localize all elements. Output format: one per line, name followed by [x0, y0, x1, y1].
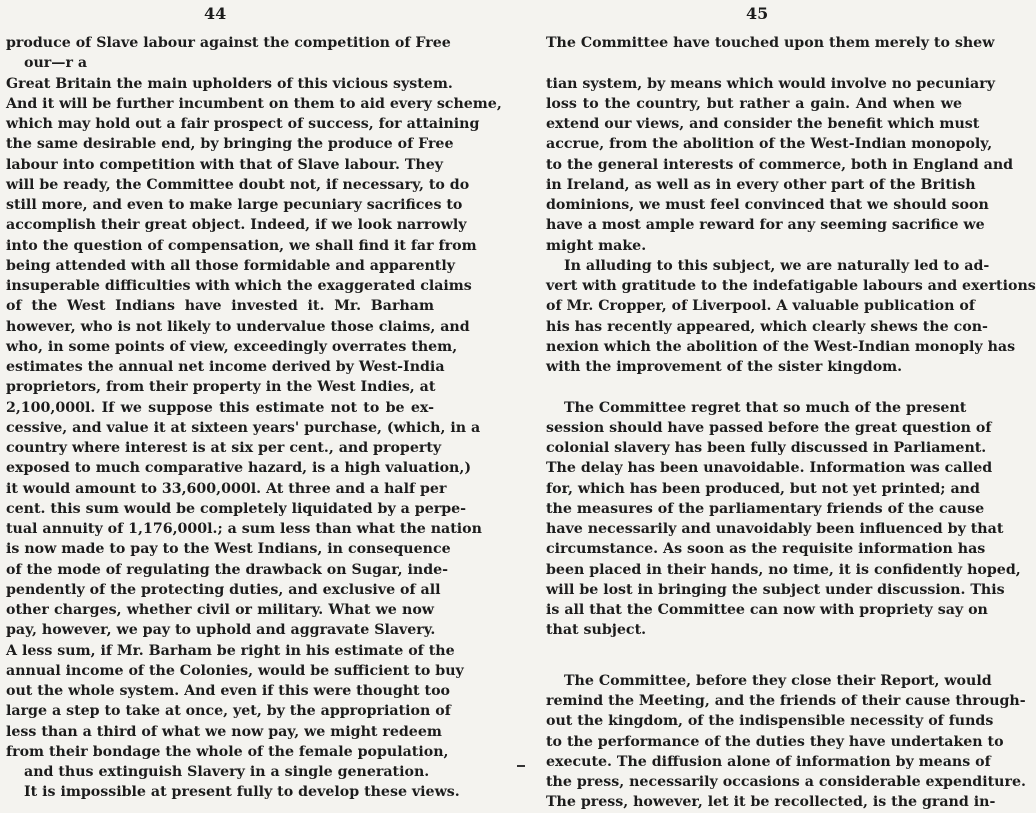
paragraph-gap [546, 661, 962, 671]
text-line: pay, however, we pay to uphold and aggravate Slavery. [6, 622, 436, 639]
text-line: large a step to take at once, yet, by the appropriation of [6, 703, 451, 720]
text-line: A less sum, if Mr. Barham be right in his estimate of the [6, 642, 455, 659]
text-line: will be lost in bringing the subject under discussion. This [546, 581, 1005, 598]
text-line: Great Britain the main upholders of this vicious system. [6, 75, 453, 92]
text-line: is all that the Committee can now with propriety say on [546, 602, 988, 618]
text-line: labour into competition with that of Slave labour. They [6, 156, 443, 173]
text-line: produce of Slave labour against the competition of Free [6, 35, 451, 51]
text-line: to the performance of the duties they have undertaken to [546, 733, 1004, 750]
text-line: the measures of the parliamentary friends of the cause [546, 500, 985, 517]
text-line: our—r a [24, 55, 88, 72]
text-line: in Ireland, as well as in every other part of the British [546, 176, 976, 193]
text-line: that subject. [546, 622, 647, 639]
text-line: to the general interests of commerce, both in England and [546, 156, 1014, 173]
text-line: accomplish their great object. Indeed, if we look narrowly [6, 217, 467, 234]
text-line: being attended with all those formidable and apparently [6, 257, 455, 274]
text-line: The press, however, let it be recollected, is the grand in- [546, 794, 996, 811]
text-line: will be ready, the Committee doubt not, if necessary, to do [6, 176, 470, 193]
text-line: It is impossible at present fully to develop these views. [24, 784, 460, 801]
page-number: 44 [204, 4, 227, 23]
text-line: execute. The diffusion alone of information by means of [546, 753, 991, 770]
text-line: And it will be further incumbent on them to aid every scheme, [6, 95, 502, 112]
text-line: his has recently appeared, which clearly shews the con- [546, 318, 988, 335]
text-line: still more, and even to make large pecuniary sacrifices to [6, 197, 463, 213]
text-line: cent. this sum would be completely liquidated by a perpe- [6, 500, 467, 517]
text-line: dominions, we must feel convinced that we should soon [546, 197, 989, 213]
page-text [546, 33, 1036, 813]
text-line: The delay has been unavoidable. Information was called [546, 460, 993, 477]
text-line: other charges, whether civil or military. What we now [6, 602, 434, 618]
text-line: for, which has been produced, but not yet printed; and [546, 480, 980, 497]
text-line: the press, necessarily occasions a considerable expenditure. [546, 774, 1026, 790]
text-line: pendently of the protecting duties, and exclusive of all [6, 581, 441, 598]
text-line: tian system, by means which would involve no pecuniary [546, 75, 995, 92]
text-line: have a most ample reward for any seeming sacrifice we [546, 217, 985, 234]
text-line: exposed to much comparative hazard, is a high valuation,) [6, 460, 472, 477]
text-line: session should have passed before the great question of [546, 419, 992, 436]
text-line: of the West Indians have invested it. Mr. Barham [6, 298, 434, 315]
text-line: vert with gratitude to the indefatigable labours and exertions [546, 278, 1036, 294]
text-line: it would amount to 33,600,000l. At three and a half per [6, 480, 447, 497]
text-line: have necessarily and unavoidably been influenced by that [546, 521, 1004, 537]
text-line: tual annuity of 1,176,000l.; a sum less than what the nation [6, 521, 482, 537]
text-line: of the mode of regulating the drawback on Sugar, inde- [6, 561, 449, 578]
text-line: accrue, from the abolition of the West-Indian monopoly, [546, 136, 993, 153]
text-line: might make. [546, 237, 647, 254]
text-line: and thus extinguish Slavery in a single generation. [24, 764, 430, 780]
text-line: is now made to pay to the West Indians, in consequence [6, 541, 451, 558]
text-line: The Committee regret that so much of the present [564, 399, 967, 416]
page-number: 45 [746, 4, 769, 23]
text-line: however, who is not likely to undervalue those claims, and [6, 318, 470, 335]
text-line: insuperable difficulties with which the exaggerated claims [6, 278, 472, 294]
text-line: colonial slavery has been fully discussed in Parliament. [546, 440, 987, 456]
text-line: been placed in their hands, no time, it is confidently hoped, [546, 561, 1021, 578]
paragraph-gap [546, 641, 962, 661]
text-line: out the whole system. And even if this were thought too [6, 683, 451, 699]
text-line: country where interest is at six per cent., and property [6, 440, 442, 456]
text-line: into the question of compensation, we shall find it far from [6, 237, 477, 254]
right-page [490, 0, 1036, 812]
text-line: remind the Meeting, and the friends of their cause through- [546, 693, 1026, 709]
text-line: cessive, and value it at sixteen years' purchase, (which, in a [6, 419, 481, 436]
text-line: In alluding to this subject, we are naturally led to ad- [564, 257, 990, 274]
paragraph-gap [546, 53, 962, 73]
text-line: 2,100,000l. If we suppose this estimate not to be ex- [6, 399, 434, 416]
text-line: out the kingdom, of the indispensible necessity of funds [546, 713, 994, 730]
text-line: nexion which the abolition of the West-Indian monoply has [546, 338, 1016, 355]
text-line: annual income of the Colonies, would be sufficient to buy [6, 662, 464, 679]
text-line: less than a third of what we now pay, we might redeem [6, 723, 442, 740]
text-line: circumstance. As soon as the requisite information has [546, 541, 986, 558]
text-line: proprietors, from their property in the West Indies, at [6, 379, 436, 396]
text-line: from their bondage the whole of the female population, [6, 743, 449, 760]
text-line: The Committee have touched upon them merely to shew [546, 35, 995, 51]
page-text [6, 33, 502, 803]
paragraph-gap [546, 377, 962, 397]
text-line: of Mr. Cropper, of Liverpool. A valuable publication of [546, 298, 975, 315]
text-line: loss to the country, but rather a gain. And when we [546, 95, 962, 112]
text-line: who, in some points of view, exceedingly overrates them, [6, 338, 458, 355]
text-line: which may hold out a fair prospect of success, for attaining [6, 116, 480, 132]
text-line: with the improvement of the sister kingdom. [546, 359, 903, 375]
text-line: estimates the annual net income derived by West-India [6, 359, 445, 375]
text-line: extend our views, and consider the benefit which must [546, 116, 980, 132]
text-line: the same desirable end, by bringing the produce of Free [6, 136, 454, 153]
text-line: The Committee, before they close their Report, would [564, 672, 992, 689]
left-page [0, 0, 502, 812]
